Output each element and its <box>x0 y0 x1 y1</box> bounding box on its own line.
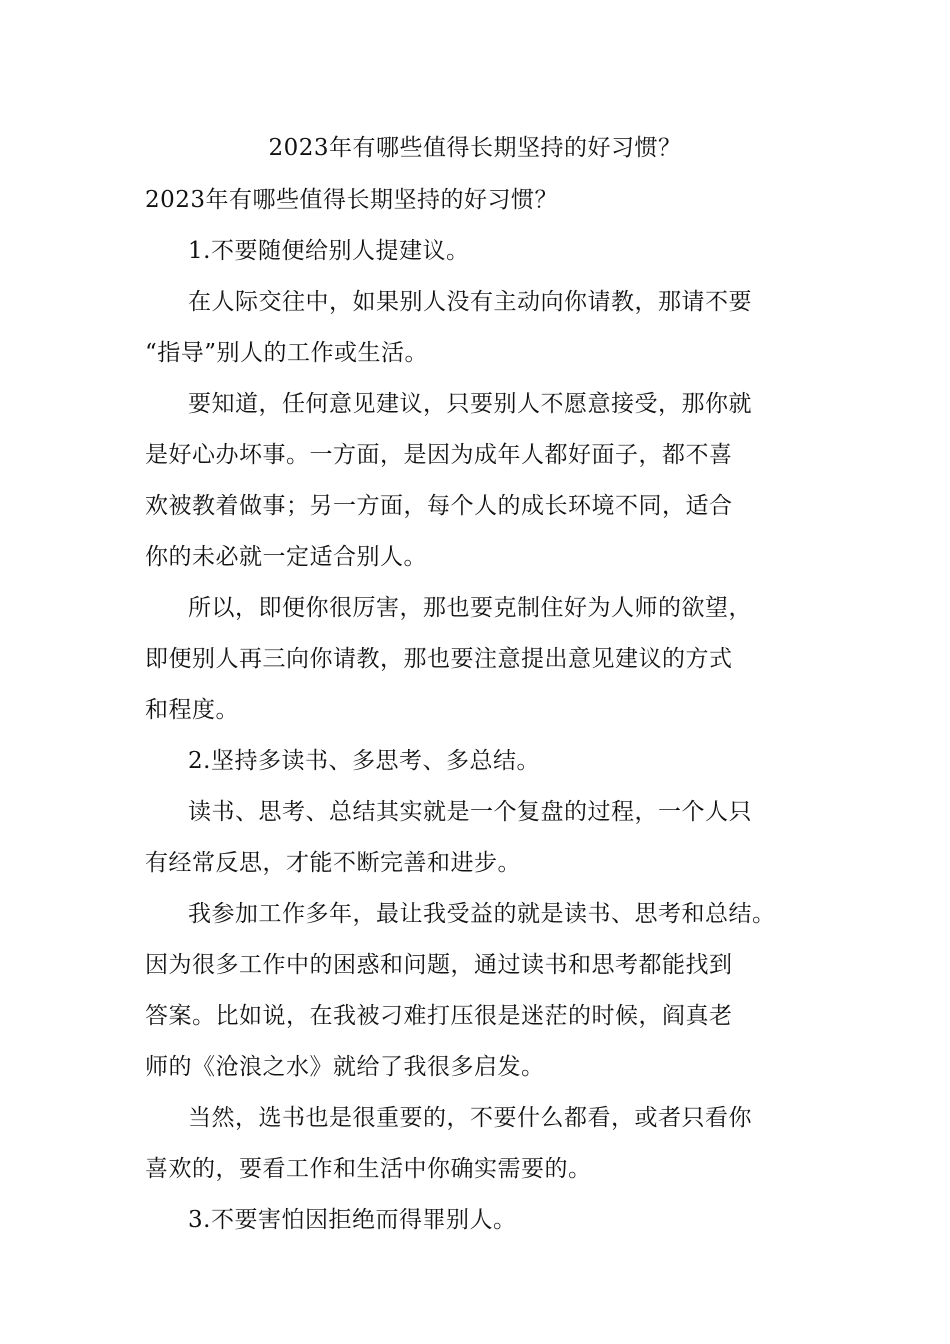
text-line: 当然，选书也是很重要的，不要什么都看，或者只看你 <box>188 1105 752 1131</box>
document-title: 2023年有哪些值得长期坚持的好习惯？ <box>268 135 682 161</box>
text-line: 是好心办坏事。一方面，是因为成年人都好面子，都不喜 <box>145 442 733 468</box>
text-line: 你的未必就一定适合别人。 <box>145 544 427 570</box>
text-line: “指导”别人的工作或生活。 <box>145 340 429 366</box>
text-line: 1.不要随便给别人提建议。 <box>188 238 470 264</box>
text-line: 师的《沧浪之水》就给了我很多启发。 <box>145 1054 545 1080</box>
text-line: 有经常反思，才能不断完善和进步。 <box>145 850 521 876</box>
text-line: 即便别人再三向你请教，那也要注意提出意见建议的方式 <box>145 646 733 672</box>
text-line: 3.不要害怕因拒绝而得罪别人。 <box>188 1207 517 1233</box>
text-line: 喜欢的，要看工作和生活中你确实需要的。 <box>145 1156 592 1182</box>
text-line: 2.坚持多读书、多思考、多总结。 <box>188 748 540 774</box>
text-line: 在人际交往中，如果别人没有主动向你请教，那请不要 <box>188 289 752 315</box>
text-line: 因为很多工作中的困惑和问题，通过读书和思考都能找到 <box>145 952 733 978</box>
text-line: 我参加工作多年，最让我受益的就是读书、思考和总结。 <box>188 901 776 927</box>
text-line: 所以，即便你很厉害，那也要克制住好为人师的欲望， <box>188 595 752 621</box>
document-body <box>145 180 825 1251</box>
text-line: 和程度。 <box>145 697 239 723</box>
text-line: 2023年有哪些值得长期坚持的好习惯？ <box>145 187 559 213</box>
text-line: 答案。比如说，在我被刁难打压很是迷茫的时候，阎真老 <box>145 1003 733 1029</box>
text-line: 读书、思考、总结其实就是一个复盘的过程，一个人只 <box>188 799 752 825</box>
text-line: 要知道，任何意见建议，只要别人不愿意接受，那你就 <box>188 391 752 417</box>
text-line: 欢被教着做事；另一方面，每个人的成长环境不同，适合 <box>145 493 733 519</box>
